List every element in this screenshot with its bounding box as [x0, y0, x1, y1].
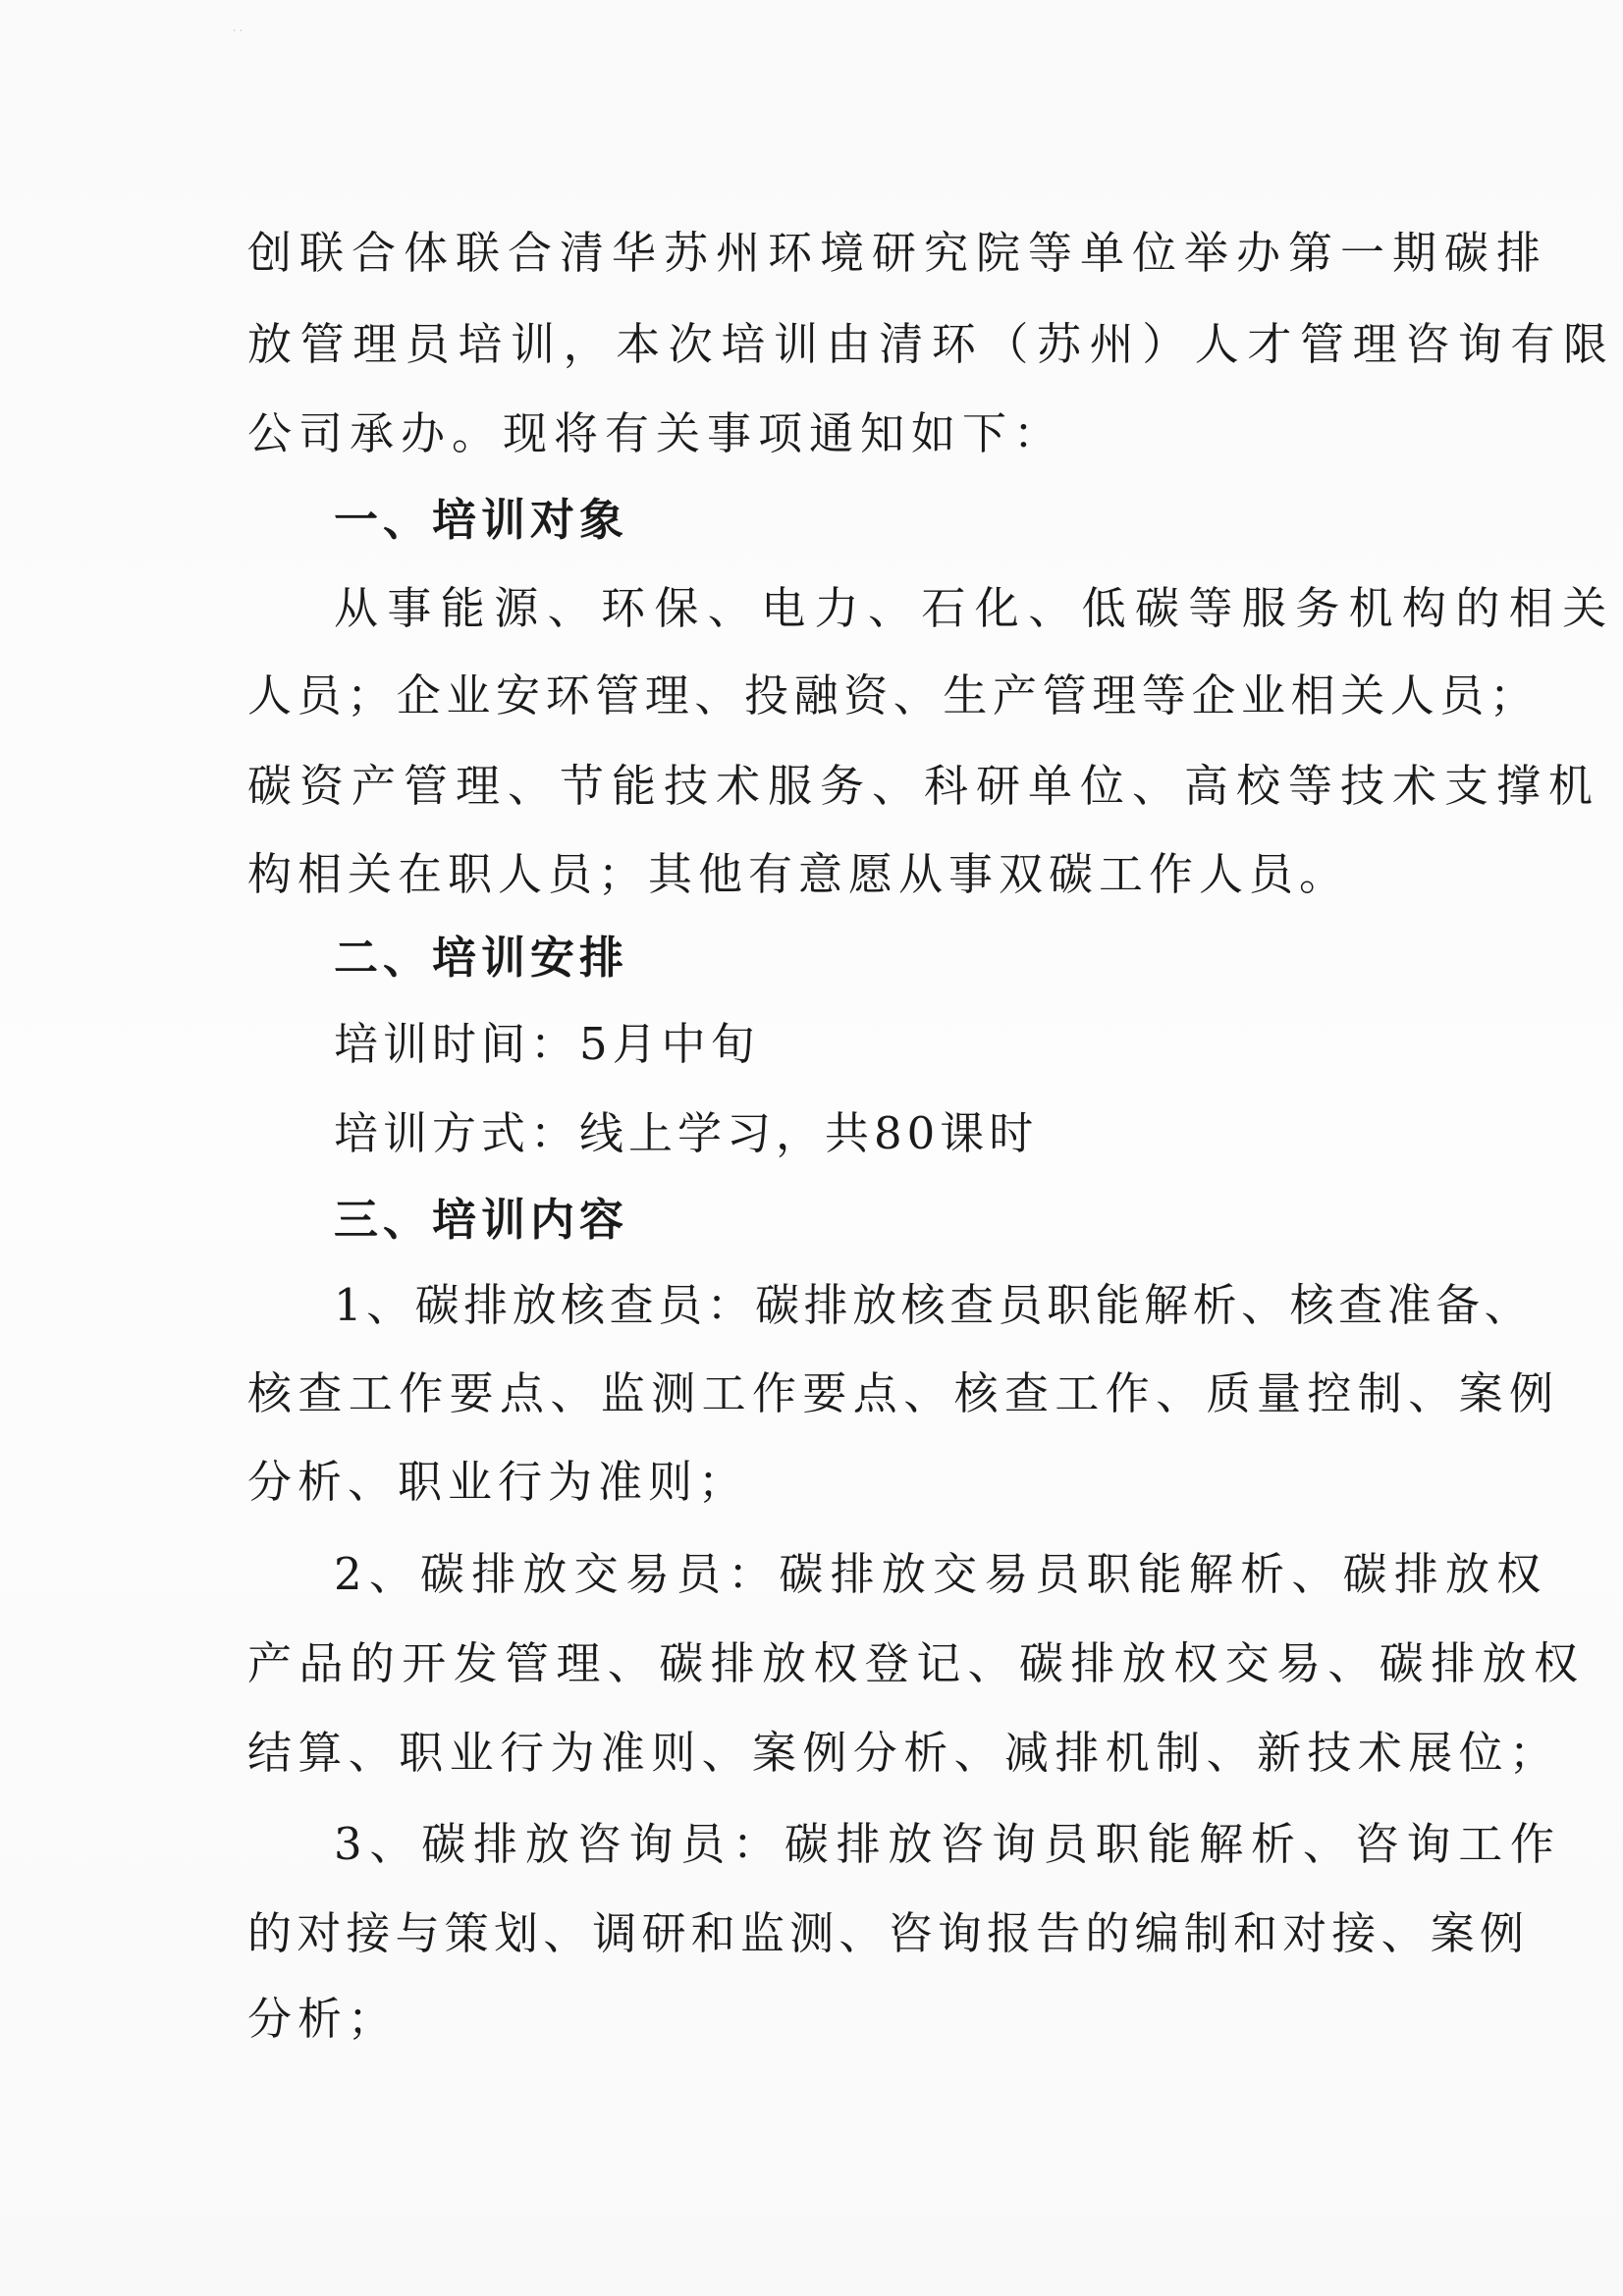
content-item-2-line-3: 结算、职业行为准则、案例分析、减排机制、新技术展位； [247, 1727, 1560, 1779]
training-method: 培训方式：线上学习，共80课时 [334, 1107, 1039, 1159]
content-item-1-line-1: 1、碳排放核查员：碳排放核查员职能解析、核查准备、 [334, 1279, 1534, 1331]
content-item-1-line-3: 分析、职业行为准则； [247, 1456, 749, 1508]
training-time: 培训时间：5月中旬 [334, 1018, 760, 1070]
section-heading-trainees: 一、培训对象 [334, 494, 629, 546]
trainees-line-2: 人员；企业安环管理、投融资、生产管理等企业相关人员； [247, 669, 1540, 721]
intro-line-3: 公司承办。现将有关事项通知如下： [247, 407, 1065, 459]
trainees-line-1: 从事能源、环保、电力、石化、低碳等服务机构的相关 [334, 582, 1616, 634]
section-heading-arrangement: 二、培训安排 [334, 932, 629, 984]
trainees-line-4: 构相关在职人员；其他有意愿从事双碳工作人员。 [247, 848, 1350, 900]
content-item-2-line-1: 2、碳排放交易员：碳排放交易员职能解析、碳排放权 [334, 1548, 1548, 1600]
intro-line-2: 放管理员培训，本次培训由清环（苏州）人才管理咨询有限 [247, 318, 1616, 370]
content-item-1-line-2: 核查工作要点、监测工作要点、核查工作、质量控制、案例 [247, 1367, 1560, 1419]
intro-line-1: 创联合体联合清华苏州环境研究院等单位举办第一期碳排 [247, 227, 1549, 279]
trainees-line-3: 碳资产管理、节能技术服务、科研单位、高校等技术支撑机 [247, 760, 1601, 812]
section-heading-content: 三、培训内容 [334, 1194, 629, 1246]
content-item-3-line-2: 的对接与策划、调研和监测、咨询报告的编制和对接、案例 [247, 1907, 1530, 1959]
content-item-3-line-3: 分析； [247, 1993, 399, 2045]
content-item-3-line-1: 3、碳排放咨询员：碳排放咨询员职能解析、咨询工作 [334, 1818, 1562, 1870]
content-item-2-line-2: 产品的开发管理、碳排放权登记、碳排放权交易、碳排放权 [247, 1637, 1586, 1689]
scan-speck: ˙˙ [232, 29, 245, 40]
